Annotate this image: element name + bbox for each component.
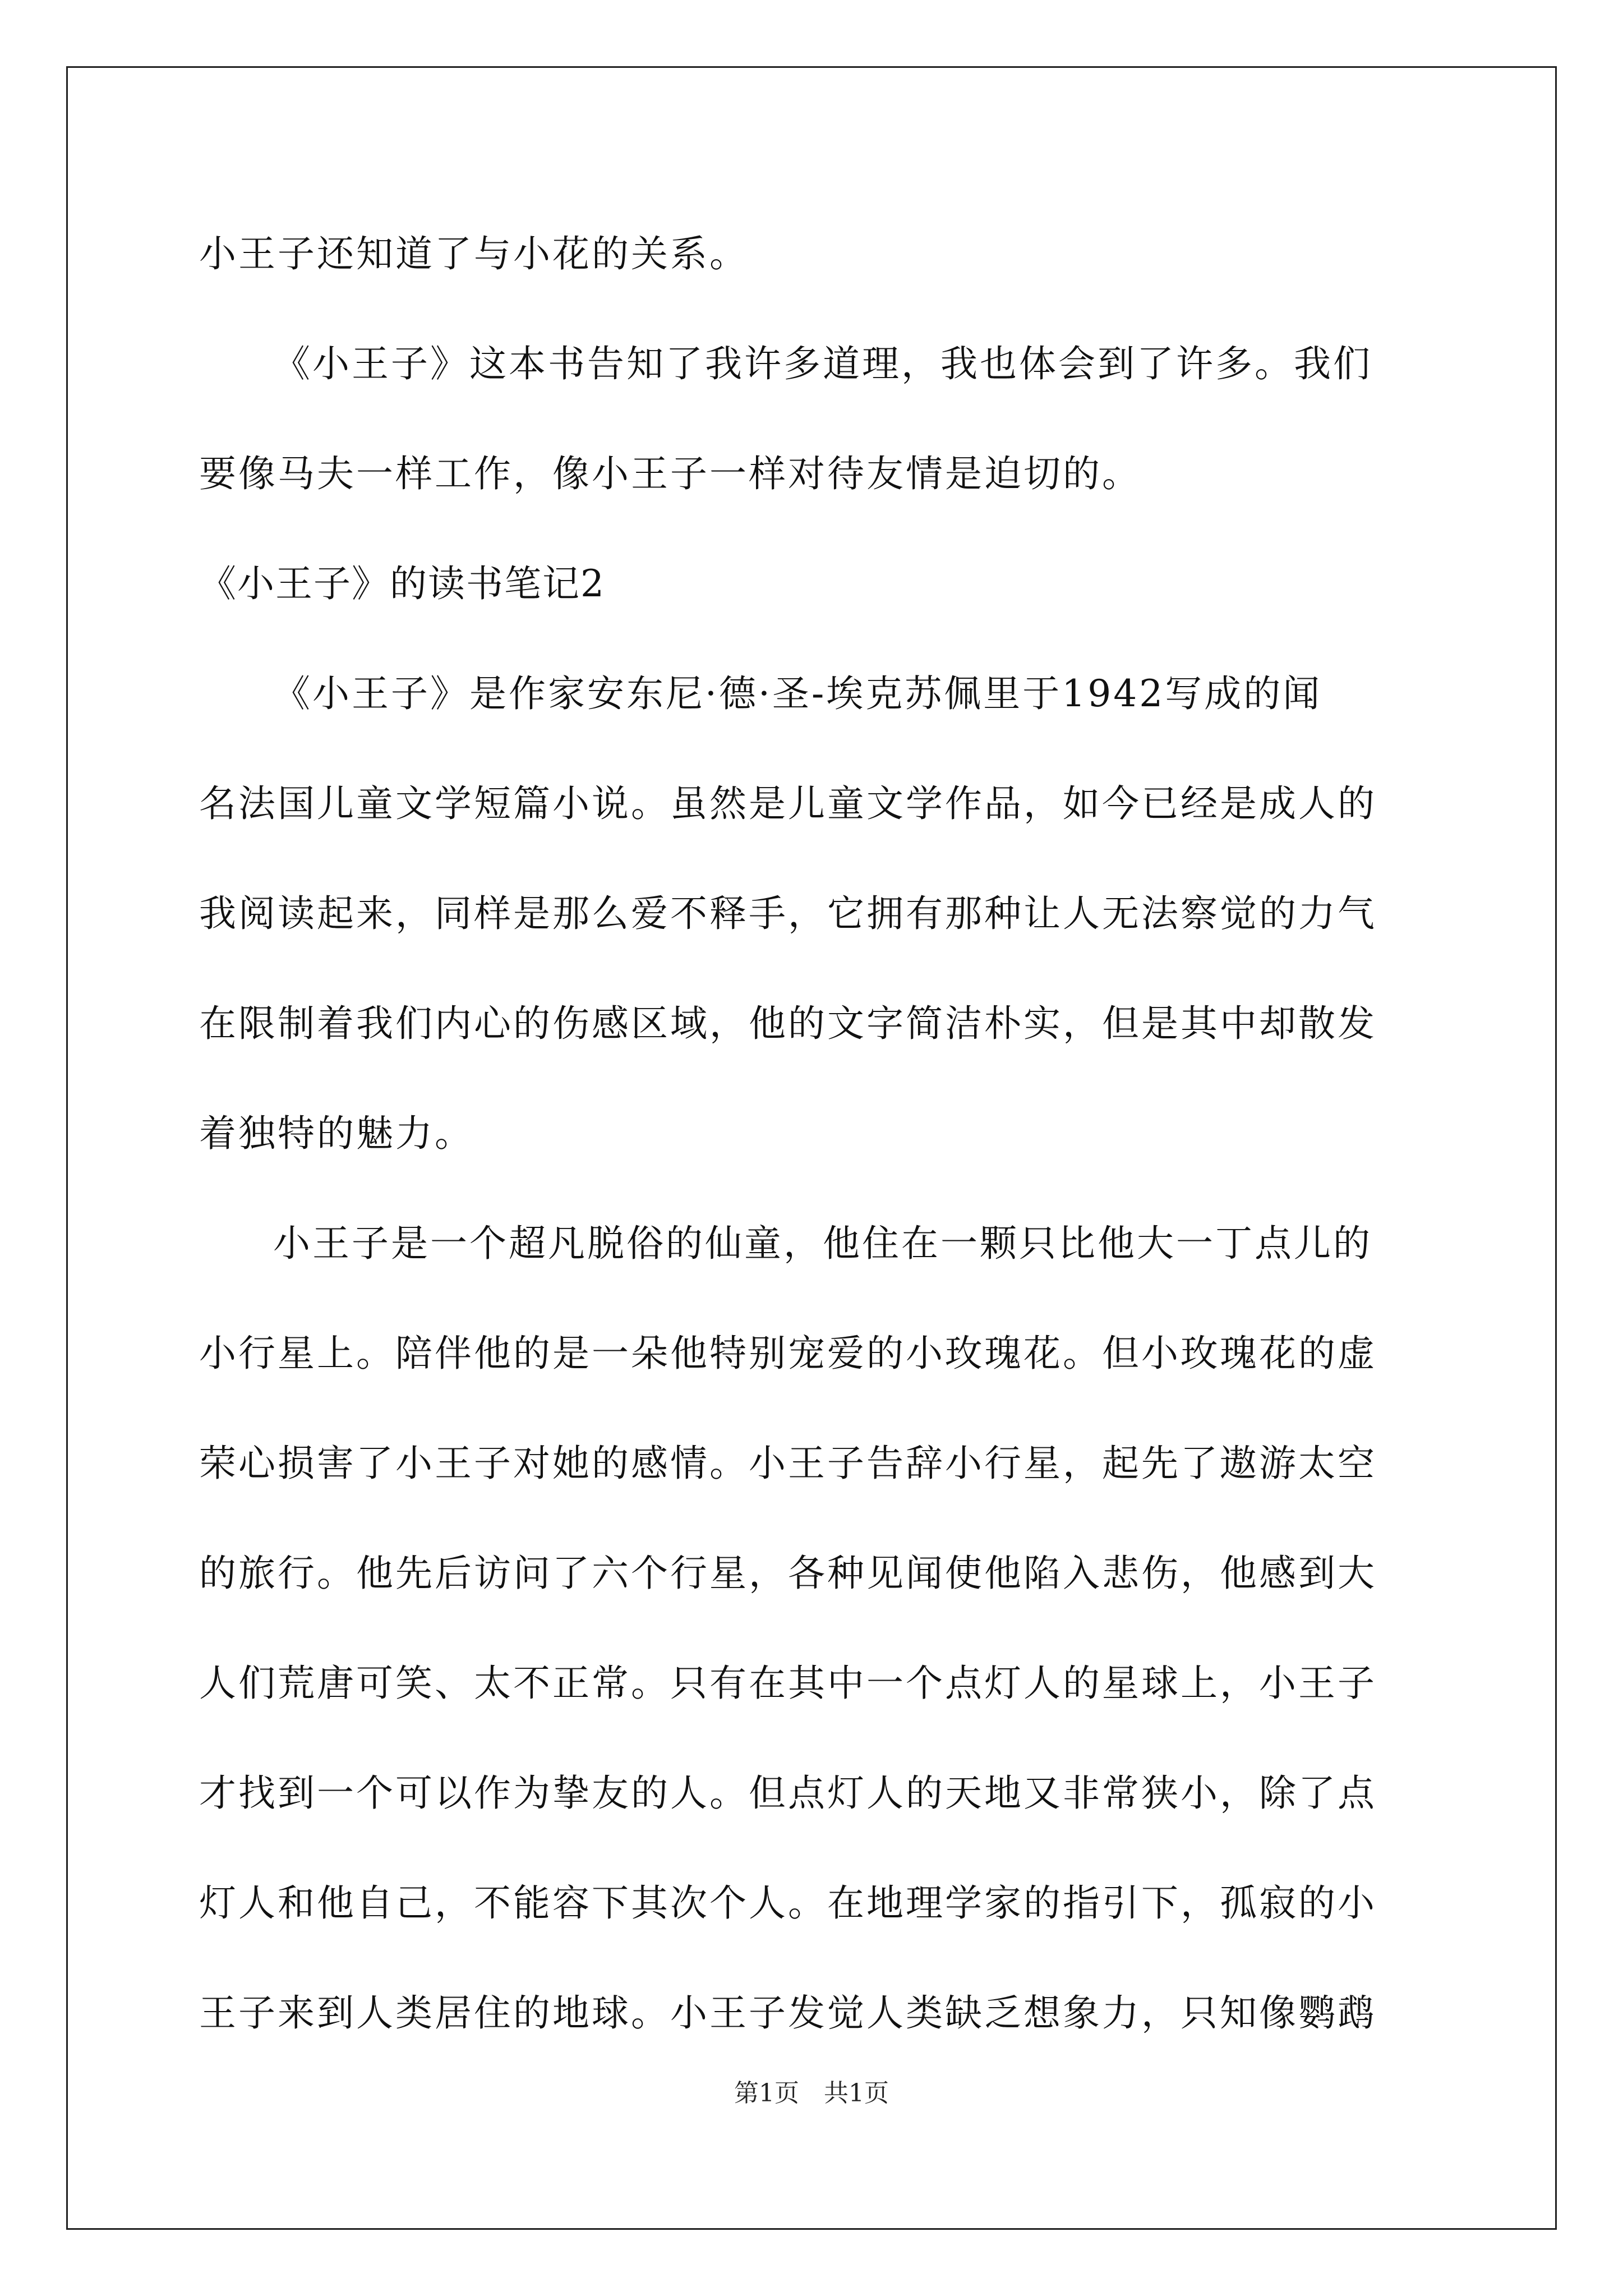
text-line: 小行星上。陪伴他的是一朵他特别宠爱的小玫瑰花。但小玫瑰花的虚 bbox=[199, 1332, 1377, 1375]
text-line: 要像马夫一样工作，像小王子一样对待友情是迫切的。 bbox=[199, 452, 1141, 495]
text-line: 我阅读起来，同样是那么爱不释手，它拥有那种让人无法察觉的力气 bbox=[199, 892, 1377, 935]
text-line: 才找到一个可以作为挚友的人。但点灯人的天地又非常狭小，除了点 bbox=[199, 1772, 1377, 1815]
text-line: 小王子是一个超凡脱俗的仙童，他住在一颗只比他大一丁点儿的 bbox=[273, 1222, 1372, 1265]
page-number: 第1页 共1页 bbox=[734, 2079, 889, 2108]
text-line: 王子来到人类居住的地球。小王子发觉人类缺乏想象力，只知像鹦鹉 bbox=[199, 1991, 1377, 2035]
text-line: 荣心损害了小王子对她的感情。小王子告辞小行星，起先了遨游太空 bbox=[199, 1442, 1377, 1485]
text-line: 着独特的魅力。 bbox=[199, 1112, 474, 1155]
text-line: 小王子还知道了与小花的关系。 bbox=[199, 232, 749, 275]
section-heading: 《小王子》的读书笔记2 bbox=[199, 562, 605, 605]
text-line: 的旅行。他先后访问了六个行星，各种见闻使他陷入悲伤，他感到大 bbox=[199, 1552, 1377, 1595]
text-line: 人们荒唐可笑、太不正常。只有在其中一个点灯人的星球上，小王子 bbox=[199, 1662, 1377, 1705]
text-line: 名法国儿童文学短篇小说。虽然是儿童文学作品，如今已经是成人的 bbox=[199, 782, 1377, 825]
text-line: 《小王子》这本书告知了我许多道理，我也体会到了许多。我们 bbox=[273, 342, 1372, 385]
text-line: 在限制着我们内心的伤感区域，他的文字简洁朴实，但是其中却散发 bbox=[199, 1002, 1377, 1045]
text-line: 灯人和他自己，不能容下其次个人。在地理学家的指引下，孤寂的小 bbox=[199, 1881, 1377, 1925]
document-body bbox=[199, 199, 1427, 2068]
text-line: 《小王子》是作家安东尼·德·圣-埃克苏佩里于1942写成的闻 bbox=[273, 672, 1322, 715]
